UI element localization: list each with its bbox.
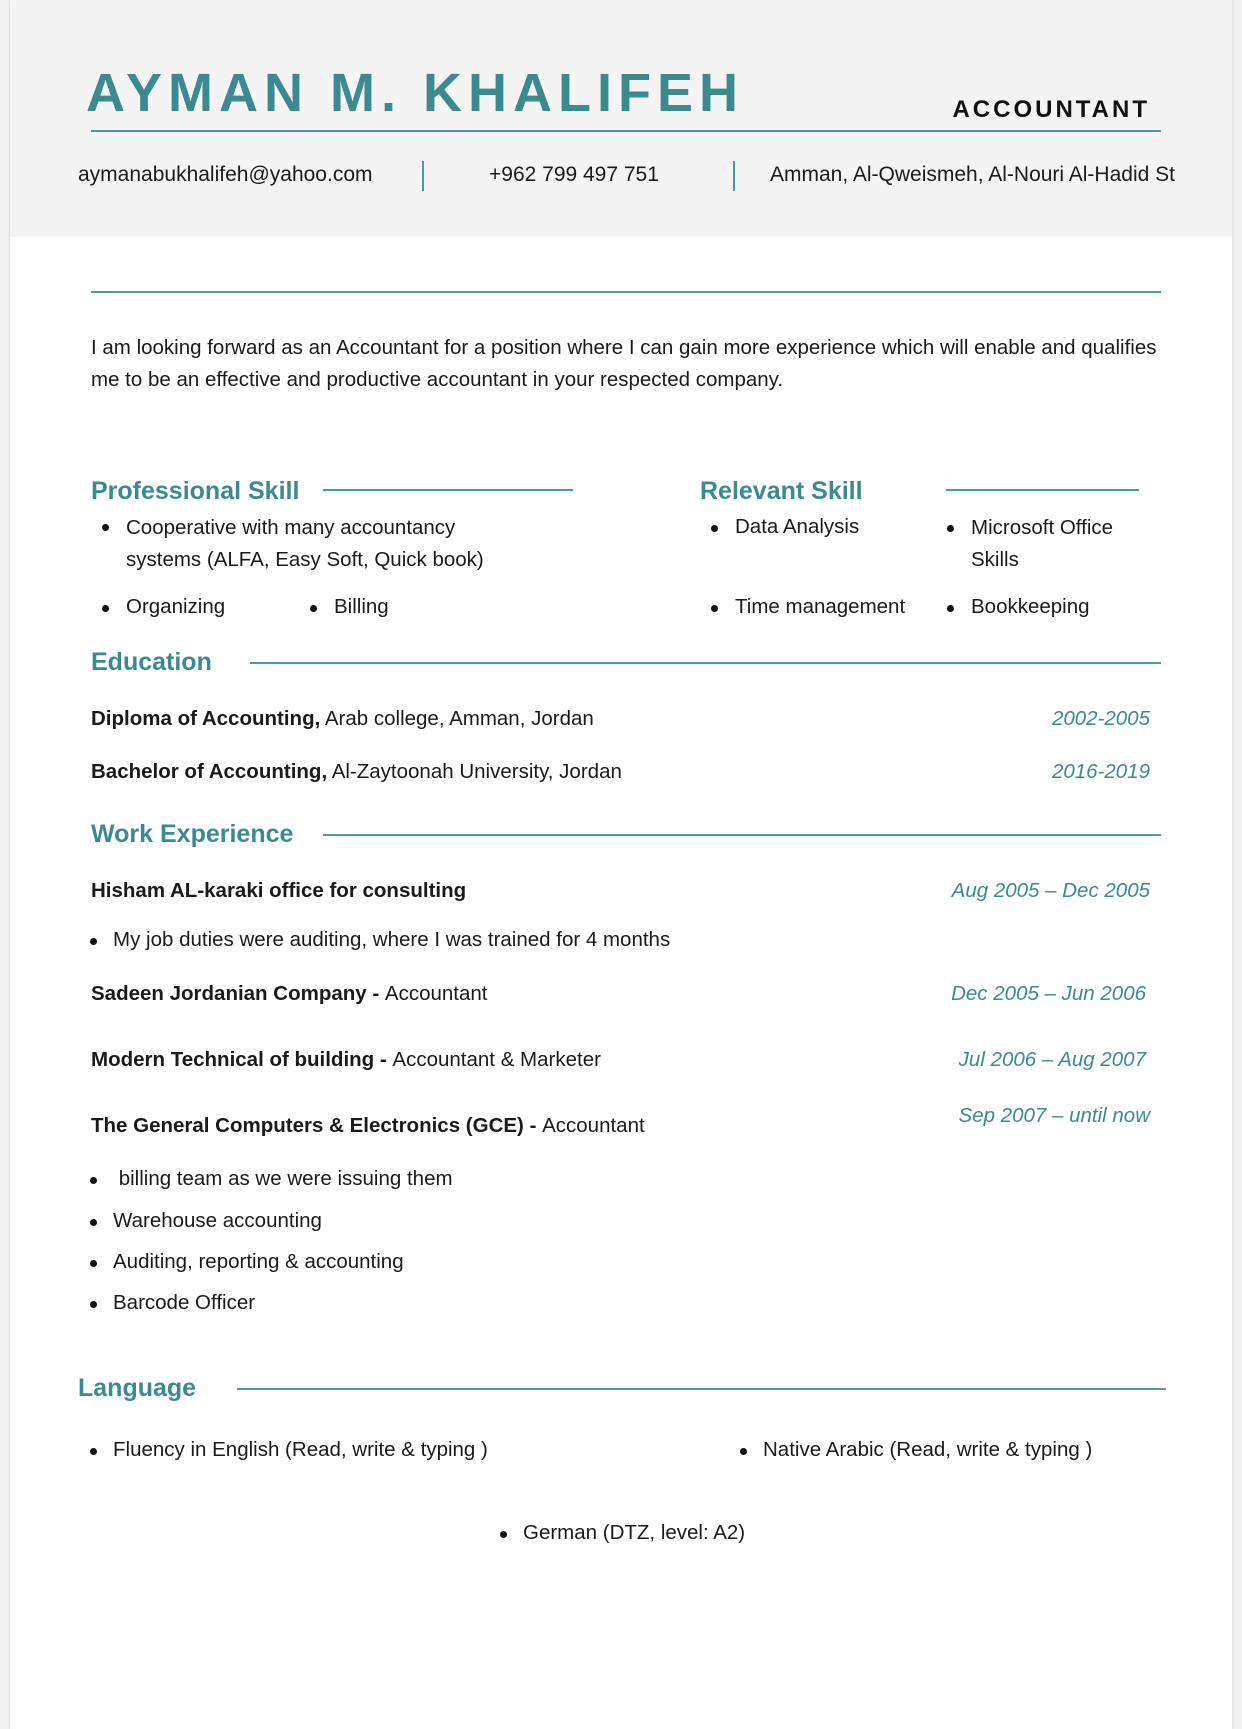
institution: Arab college, Amman, Jordan [320,707,594,730]
job-duty: Warehouse accounting [113,1209,322,1232]
relevant-skill-item: Microsoft Office Skills [971,516,1114,571]
bullet [500,1531,507,1538]
section-rule [946,489,1139,491]
bullet [90,1177,97,1184]
relevant-skill-item: Time management [735,595,906,618]
bullet [90,1301,97,1308]
language-item: German (DTZ, level: A2) [523,1521,746,1544]
job-role: Accountant [384,982,488,1005]
company: The General Computers & Electronics (GCE) - [91,1114,543,1137]
job-duty: Barcode Officer [113,1291,256,1314]
bullet [90,1260,97,1267]
job-duty: billing team as we were issuing them [113,1167,453,1190]
education-title: Education [91,648,212,676]
job-entry [91,982,487,1006]
bullet [711,525,718,532]
education-date: 2016-2019 [1051,760,1150,783]
job-entry [91,1114,645,1138]
section-rule [323,834,1161,836]
bullet [947,605,954,612]
bullet [90,1448,97,1455]
contact-separator [733,161,735,191]
job-date: Jul 2006 – Aug 2007 [958,1048,1146,1071]
bullet [711,605,718,612]
bullet [947,525,954,532]
job-duty: My job duties were auditing, where I was trained for 4 months [113,928,671,951]
relevant-skill-title: Relevant Skill [700,477,863,505]
relevant-skill-item: Data Analysis [735,515,860,538]
header-divider [91,130,1161,132]
education-entry [91,707,594,731]
work-experience-title: Work Experience [91,820,294,848]
summary-divider [91,291,1161,293]
address: Amman, Al-Qweismeh, Al-Nouri Al-Hadid St [770,163,1175,186]
email[interactable]: aymanabukhalifeh@yahoo.com [78,163,373,186]
resume-page [10,0,1232,1729]
bullet [102,605,109,612]
professional-skill-item: Billing [334,595,389,618]
bullet [310,605,317,612]
professional-skill-item: Cooperative with many accountancy systems (ALFA, Easy Soft, Quick book) [126,516,484,571]
job-role: Accountant [542,1114,645,1137]
relevant-skill-item: Bookkeeping [971,595,1090,618]
language-title: Language [78,1374,197,1402]
job-entry [91,879,466,903]
job-date: Aug 2005 – Dec 2005 [951,879,1150,902]
phone[interactable]: +962 799 497 751 [489,163,659,186]
degree: Bachelor of Accounting, [91,760,328,783]
bullet [90,1219,97,1226]
bullet [102,524,109,531]
job-role: Accountant & Marketer [392,1048,601,1071]
section-rule [323,489,573,491]
bullet [90,938,97,945]
full-name: AYMAN M. KHALIFEH [86,63,745,123]
company: Sadeen Jordanian Company - [91,982,385,1005]
education-entry [91,760,622,784]
job-duty: Auditing, reporting & accounting [113,1250,404,1273]
education-date: 2002-2005 [1051,707,1150,730]
professional-skill-item: Organizing [126,595,226,618]
institution: Al-Zaytoonah University, Jordan [327,760,622,783]
section-rule [250,662,1161,664]
company: Hisham AL-karaki office for consulting [91,879,467,902]
company: Modern Technical of building - [91,1048,393,1071]
job-date: Dec 2005 – Jun 2006 [951,982,1146,1005]
job-date: Sep 2007 – until now [958,1104,1150,1127]
language-item: Fluency in English (Read, write & typing ) [113,1438,488,1461]
bullet [740,1448,747,1455]
job-entry [91,1048,601,1072]
contact-separator [422,161,424,191]
section-rule [237,1388,1166,1390]
summary-text: I am looking forward as an Accountant for a position where I can gain more experience which will enable and qualifies me to be an effective and productive accountant in your respected company. [91,336,1157,391]
professional-skill-title: Professional Skill [91,477,300,505]
degree: Diploma of Accounting, [91,707,321,730]
language-item: Native Arabic (Read, write & typing ) [763,1438,1093,1461]
job-title: ACCOUNTANT [952,96,1150,123]
